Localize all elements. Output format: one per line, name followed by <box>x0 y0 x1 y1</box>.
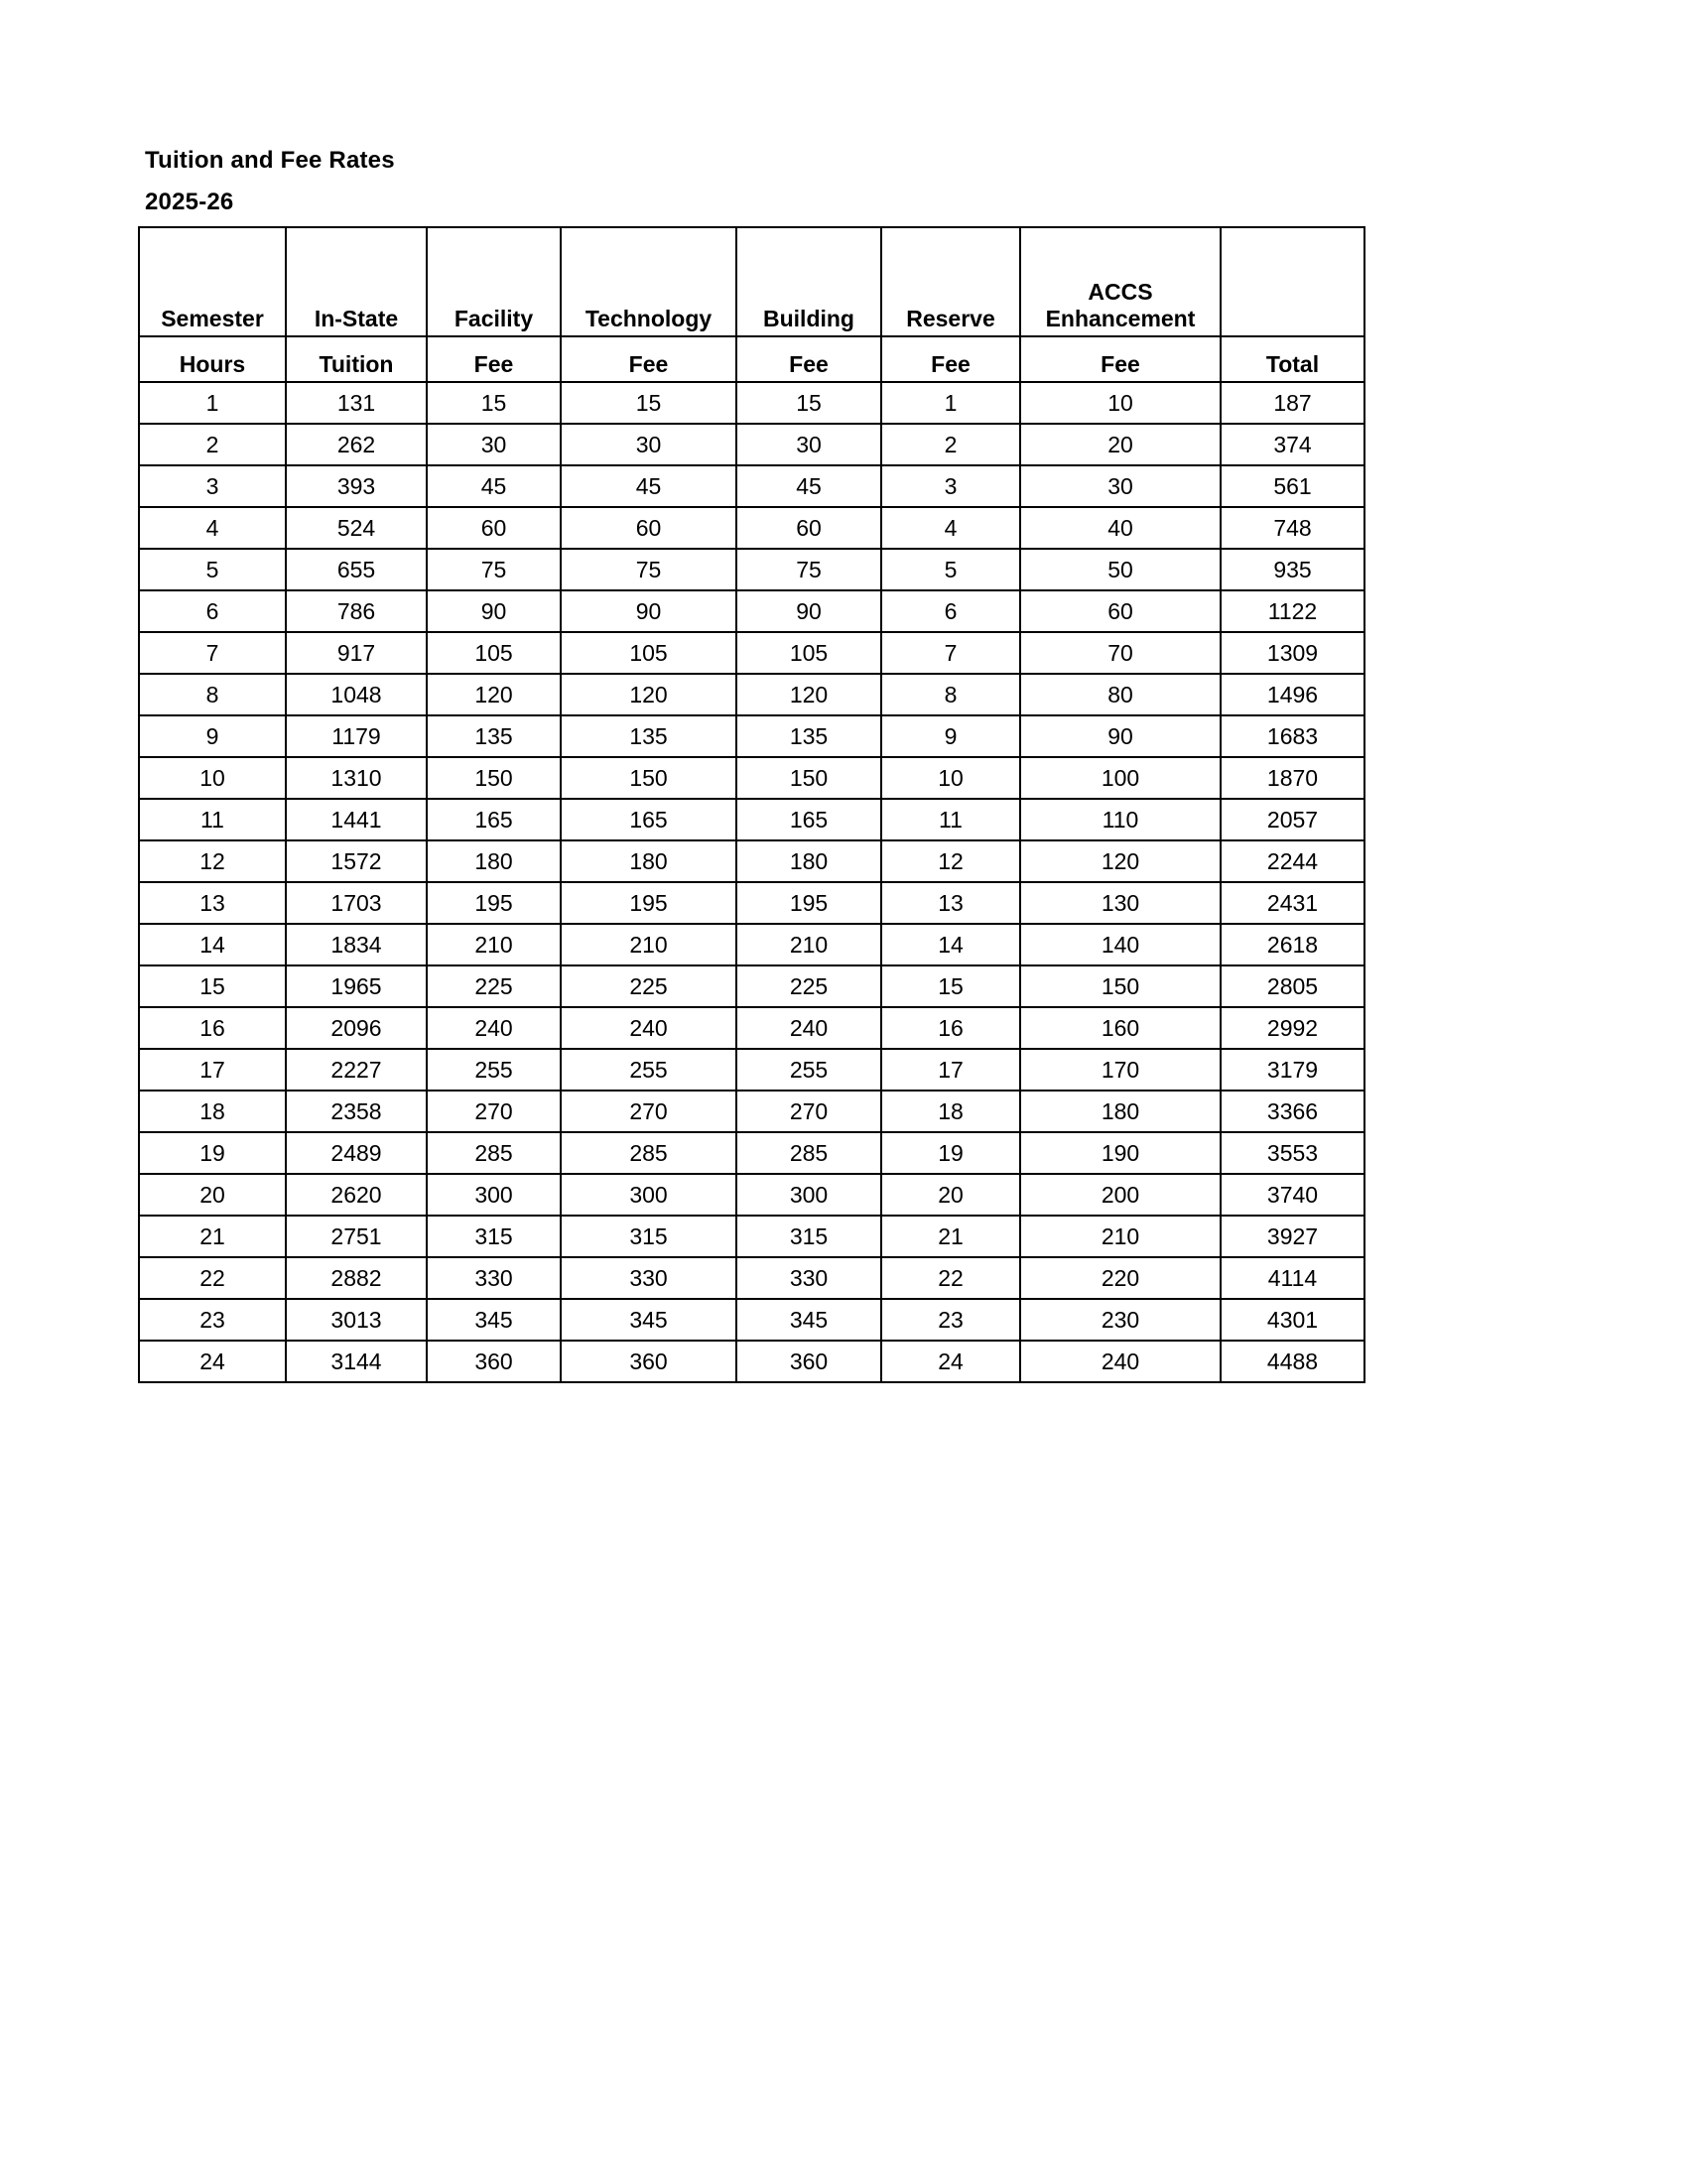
table-cell: 20 <box>139 1174 286 1216</box>
table-row <box>139 1132 1364 1174</box>
table-cell: 1179 <box>286 715 427 757</box>
table-cell: 9 <box>139 715 286 757</box>
table-cell: 30 <box>427 424 561 465</box>
table-cell: 165 <box>427 799 561 840</box>
table-cell: 255 <box>427 1049 561 1091</box>
table-cell: 180 <box>1020 1091 1221 1132</box>
table-cell: 3553 <box>1221 1132 1364 1174</box>
table-cell: 20 <box>1020 424 1221 465</box>
table-cell: 1572 <box>286 840 427 882</box>
table-cell: 19 <box>139 1132 286 1174</box>
table-cell: 285 <box>736 1132 881 1174</box>
table-cell: 190 <box>1020 1132 1221 1174</box>
table-cell: 524 <box>286 507 427 549</box>
table-cell: 195 <box>561 882 736 924</box>
table-cell: 2992 <box>1221 1007 1364 1049</box>
table-cell: 14 <box>139 924 286 965</box>
table-cell: 1703 <box>286 882 427 924</box>
table-cell: 15 <box>736 382 881 424</box>
table-cell: 360 <box>736 1341 881 1382</box>
table-cell: 150 <box>1020 965 1221 1007</box>
table-row <box>139 1216 1364 1257</box>
table-cell: 165 <box>736 799 881 840</box>
table-cell: 315 <box>561 1216 736 1257</box>
table-cell: 210 <box>561 924 736 965</box>
table-cell: 24 <box>881 1341 1020 1382</box>
table-cell: 15 <box>139 965 286 1007</box>
table-cell: 240 <box>561 1007 736 1049</box>
tuition-fee-rates-table <box>138 226 1365 1383</box>
table-header <box>139 227 1364 382</box>
table-cell: 12 <box>139 840 286 882</box>
table-cell: 270 <box>736 1091 881 1132</box>
table-cell: 220 <box>1020 1257 1221 1299</box>
table-row <box>139 965 1364 1007</box>
table-cell: 100 <box>1020 757 1221 799</box>
table-cell: 1441 <box>286 799 427 840</box>
table-cell: 1122 <box>1221 590 1364 632</box>
table-cell: 150 <box>427 757 561 799</box>
table-cell: 140 <box>1020 924 1221 965</box>
table-cell: 2618 <box>1221 924 1364 965</box>
table-cell: 45 <box>427 465 561 507</box>
table-cell: 20 <box>881 1174 1020 1216</box>
table-cell: 3 <box>139 465 286 507</box>
table-cell: 180 <box>427 840 561 882</box>
table-cell: 4114 <box>1221 1257 1364 1299</box>
table-cell: 345 <box>561 1299 736 1341</box>
table-cell: 60 <box>561 507 736 549</box>
table-cell: 18 <box>139 1091 286 1132</box>
table-cell: 7 <box>881 632 1020 674</box>
page-subtitle: 2025-26 <box>145 189 234 215</box>
table-cell: 30 <box>561 424 736 465</box>
column-subheader-building-fee: Fee <box>736 336 881 382</box>
table-cell: 917 <box>286 632 427 674</box>
table-cell: 105 <box>736 632 881 674</box>
table-cell: 13 <box>881 882 1020 924</box>
table-row <box>139 382 1364 424</box>
table-cell: 70 <box>1020 632 1221 674</box>
table-cell: 6 <box>881 590 1020 632</box>
table-cell: 15 <box>881 965 1020 1007</box>
table-row <box>139 424 1364 465</box>
table-cell: 240 <box>427 1007 561 1049</box>
table-cell: 3 <box>881 465 1020 507</box>
accs-label-line1: ACCS <box>1088 279 1153 306</box>
table-cell: 3366 <box>1221 1091 1364 1132</box>
table-cell: 21 <box>139 1216 286 1257</box>
table-cell: 300 <box>427 1174 561 1216</box>
table-cell: 150 <box>561 757 736 799</box>
table-row <box>139 882 1364 924</box>
table-row <box>139 1174 1364 1216</box>
table-cell: 240 <box>736 1007 881 1049</box>
column-header-blank <box>1221 227 1364 336</box>
table-cell: 300 <box>561 1174 736 1216</box>
table-cell: 120 <box>736 674 881 715</box>
table-cell: 90 <box>736 590 881 632</box>
table-row <box>139 465 1364 507</box>
table-row <box>139 757 1364 799</box>
table-cell: 1 <box>881 382 1020 424</box>
table-cell: 1965 <box>286 965 427 1007</box>
table-cell: 6 <box>139 590 286 632</box>
table-cell: 1496 <box>1221 674 1364 715</box>
table-cell: 30 <box>1020 465 1221 507</box>
table-cell: 2805 <box>1221 965 1364 1007</box>
table-cell: 200 <box>1020 1174 1221 1216</box>
column-subheader-total: Total <box>1221 336 1364 382</box>
table-cell: 24 <box>139 1341 286 1382</box>
table-cell: 110 <box>1020 799 1221 840</box>
table-cell: 270 <box>561 1091 736 1132</box>
table-row <box>139 924 1364 965</box>
table-cell: 2358 <box>286 1091 427 1132</box>
table-cell: 17 <box>881 1049 1020 1091</box>
table-cell: 23 <box>139 1299 286 1341</box>
table-cell: 105 <box>561 632 736 674</box>
table-cell: 180 <box>561 840 736 882</box>
table-cell: 225 <box>561 965 736 1007</box>
table-cell: 180 <box>736 840 881 882</box>
table-cell: 270 <box>427 1091 561 1132</box>
table-cell: 8 <box>881 674 1020 715</box>
table-cell: 150 <box>736 757 881 799</box>
table-cell: 75 <box>736 549 881 590</box>
table-cell: 90 <box>1020 715 1221 757</box>
table-cell: 3013 <box>286 1299 427 1341</box>
table-cell: 1310 <box>286 757 427 799</box>
table-cell: 131 <box>286 382 427 424</box>
table-row <box>139 1049 1364 1091</box>
table-cell: 285 <box>561 1132 736 1174</box>
table-cell: 5 <box>139 549 286 590</box>
table-cell: 210 <box>736 924 881 965</box>
table-row <box>139 590 1364 632</box>
table-cell: 240 <box>1020 1341 1221 1382</box>
table-row <box>139 1257 1364 1299</box>
table-cell: 2057 <box>1221 799 1364 840</box>
table-cell: 120 <box>561 674 736 715</box>
table-cell: 2620 <box>286 1174 427 1216</box>
table-cell: 60 <box>736 507 881 549</box>
table-cell: 45 <box>736 465 881 507</box>
table-cell: 105 <box>427 632 561 674</box>
table-cell: 10 <box>1020 382 1221 424</box>
table-cell: 165 <box>561 799 736 840</box>
column-subheader-tuition: Tuition <box>286 336 427 382</box>
table-cell: 225 <box>736 965 881 1007</box>
table-cell: 4301 <box>1221 1299 1364 1341</box>
table-cell: 14 <box>881 924 1020 965</box>
table-cell: 330 <box>427 1257 561 1299</box>
table-cell: 786 <box>286 590 427 632</box>
table-cell: 230 <box>1020 1299 1221 1341</box>
table-cell: 4 <box>139 507 286 549</box>
table-cell: 1870 <box>1221 757 1364 799</box>
column-subheader-hours: Hours <box>139 336 286 382</box>
column-header-accs-enhancement <box>1020 227 1221 336</box>
column-subheader-accs-fee: Fee <box>1020 336 1221 382</box>
table-cell: 374 <box>1221 424 1364 465</box>
table-cell: 2 <box>139 424 286 465</box>
table-cell: 655 <box>286 549 427 590</box>
table-cell: 8 <box>139 674 286 715</box>
table-cell: 1683 <box>1221 715 1364 757</box>
table-cell: 360 <box>427 1341 561 1382</box>
table-cell: 60 <box>1020 590 1221 632</box>
table-cell: 22 <box>139 1257 286 1299</box>
table-row <box>139 674 1364 715</box>
table-cell: 561 <box>1221 465 1364 507</box>
column-header-facility: Facility <box>427 227 561 336</box>
table-cell: 315 <box>427 1216 561 1257</box>
table-cell: 225 <box>427 965 561 1007</box>
table-cell: 80 <box>1020 674 1221 715</box>
table-row <box>139 507 1364 549</box>
table-cell: 135 <box>427 715 561 757</box>
table-cell: 345 <box>427 1299 561 1341</box>
table-cell: 135 <box>561 715 736 757</box>
table-cell: 9 <box>881 715 1020 757</box>
table-cell: 262 <box>286 424 427 465</box>
table-cell: 393 <box>286 465 427 507</box>
table-cell: 120 <box>1020 840 1221 882</box>
table-cell: 15 <box>427 382 561 424</box>
table-cell: 935 <box>1221 549 1364 590</box>
column-subheader-technology-fee: Fee <box>561 336 736 382</box>
table-cell: 16 <box>139 1007 286 1049</box>
column-header-building: Building <box>736 227 881 336</box>
table-cell: 1 <box>139 382 286 424</box>
table-cell: 285 <box>427 1132 561 1174</box>
table-cell: 60 <box>427 507 561 549</box>
table-cell: 360 <box>561 1341 736 1382</box>
table-cell: 130 <box>1020 882 1221 924</box>
table-cell: 2751 <box>286 1216 427 1257</box>
table-cell: 135 <box>736 715 881 757</box>
table-cell: 11 <box>139 799 286 840</box>
table-cell: 1834 <box>286 924 427 965</box>
table-cell: 3179 <box>1221 1049 1364 1091</box>
table-cell: 2096 <box>286 1007 427 1049</box>
table-cell: 330 <box>736 1257 881 1299</box>
table-cell: 2489 <box>286 1132 427 1174</box>
table-cell: 45 <box>561 465 736 507</box>
table-cell: 15 <box>561 382 736 424</box>
table-cell: 3927 <box>1221 1216 1364 1257</box>
table-cell: 40 <box>1020 507 1221 549</box>
table-cell: 23 <box>881 1299 1020 1341</box>
table-cell: 255 <box>561 1049 736 1091</box>
table-cell: 90 <box>561 590 736 632</box>
column-header-in-state: In-State <box>286 227 427 336</box>
table-cell: 7 <box>139 632 286 674</box>
table-cell: 345 <box>736 1299 881 1341</box>
table-cell: 30 <box>736 424 881 465</box>
table-cell: 315 <box>736 1216 881 1257</box>
table-cell: 2431 <box>1221 882 1364 924</box>
table-cell: 2 <box>881 424 1020 465</box>
table-cell: 210 <box>427 924 561 965</box>
table-header-row-top <box>139 227 1364 336</box>
table-row <box>139 840 1364 882</box>
table-cell: 210 <box>1020 1216 1221 1257</box>
table-cell: 4 <box>881 507 1020 549</box>
accs-label-line2: Enhancement <box>1045 305 1196 331</box>
table-cell: 170 <box>1020 1049 1221 1091</box>
table-row <box>139 1091 1364 1132</box>
column-subheader-reserve-fee: Fee <box>881 336 1020 382</box>
table-row <box>139 715 1364 757</box>
table-cell: 195 <box>736 882 881 924</box>
table-cell: 2244 <box>1221 840 1364 882</box>
table-cell: 3740 <box>1221 1174 1364 1216</box>
table-cell: 22 <box>881 1257 1020 1299</box>
column-subheader-facility-fee: Fee <box>427 336 561 382</box>
table-header-row-bottom <box>139 336 1364 382</box>
table-cell: 10 <box>881 757 1020 799</box>
table-cell: 255 <box>736 1049 881 1091</box>
table-row <box>139 1341 1364 1382</box>
column-header-reserve: Reserve <box>881 227 1020 336</box>
table-cell: 160 <box>1020 1007 1221 1049</box>
table-row <box>139 1299 1364 1341</box>
table-cell: 120 <box>427 674 561 715</box>
table-cell: 4488 <box>1221 1341 1364 1382</box>
table-cell: 19 <box>881 1132 1020 1174</box>
column-header-technology: Technology <box>561 227 736 336</box>
table-cell: 10 <box>139 757 286 799</box>
table-cell: 187 <box>1221 382 1364 424</box>
table-cell: 75 <box>427 549 561 590</box>
table-cell: 2227 <box>286 1049 427 1091</box>
table-cell: 195 <box>427 882 561 924</box>
page-title: Tuition and Fee Rates <box>145 147 395 174</box>
table-row <box>139 632 1364 674</box>
table-cell: 21 <box>881 1216 1020 1257</box>
table-cell: 748 <box>1221 507 1364 549</box>
table-cell: 1048 <box>286 674 427 715</box>
table-cell: 50 <box>1020 549 1221 590</box>
table-cell: 1309 <box>1221 632 1364 674</box>
table-row <box>139 1007 1364 1049</box>
table-cell: 75 <box>561 549 736 590</box>
table-row <box>139 799 1364 840</box>
table-cell: 13 <box>139 882 286 924</box>
table-cell: 90 <box>427 590 561 632</box>
table-cell: 11 <box>881 799 1020 840</box>
table-cell: 12 <box>881 840 1020 882</box>
table-cell: 330 <box>561 1257 736 1299</box>
table-cell: 16 <box>881 1007 1020 1049</box>
table-cell: 3144 <box>286 1341 427 1382</box>
table-row <box>139 549 1364 590</box>
table-cell: 5 <box>881 549 1020 590</box>
table-cell: 17 <box>139 1049 286 1091</box>
table-cell: 18 <box>881 1091 1020 1132</box>
column-header-semester: Semester <box>139 227 286 336</box>
table-cell: 300 <box>736 1174 881 1216</box>
table-cell: 2882 <box>286 1257 427 1299</box>
table-body <box>139 382 1364 1382</box>
